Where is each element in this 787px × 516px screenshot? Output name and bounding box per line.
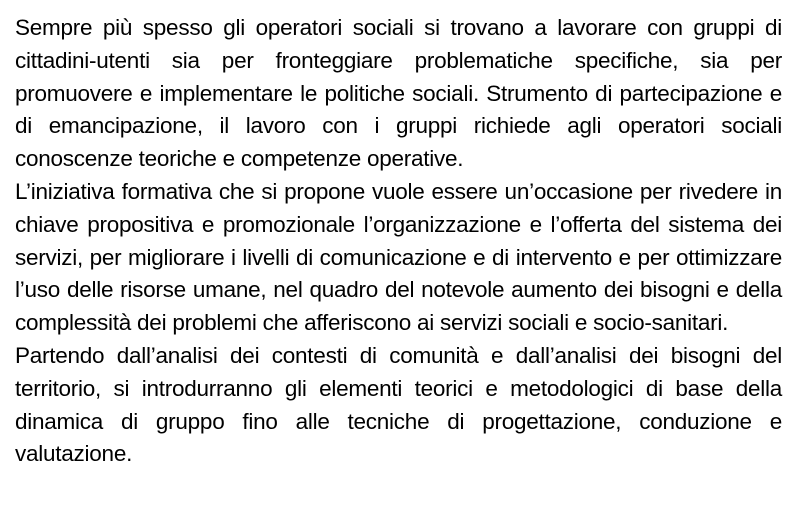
paragraph-initiative: L’iniziativa formativa che si propone vuole essere un’occasione per rivedere in chiave propositiva e promozionale l’organizzazione e l’offerta del sistema dei servizi, per migliorare i livelli di comunicazione e di intervento e per ottimizzare l’uso delle risorse umane, nel quadro del notevole aumento dei bisogni e della complessità dei problemi che afferiscono ai servizi sociali e socio-sanitari. [15,178,782,336]
document-body [15,12,782,471]
paragraph-intro: Sempre più spesso gli operatori sociali si trovano a lavorare con gruppi di cittadini-utenti sia per fronteggiare problematiche specifiche, sia per promuovere e implementare le politiche sociali. Strumento di partecipazione e di emancipazione, il lavoro con i gruppi richiede agli operatori sociali conoscenze teoriche e competenze operative. [15,15,782,172]
paragraph-method: Partendo dall’analisi dei contesti di comunità e dall’analisi dei bisogni del territorio, si introdurranno gli elementi teorici e metodologici di base della dinamica di gruppo fino alle tecniche di progettazione, conduzione e valutazione. [15,342,782,467]
